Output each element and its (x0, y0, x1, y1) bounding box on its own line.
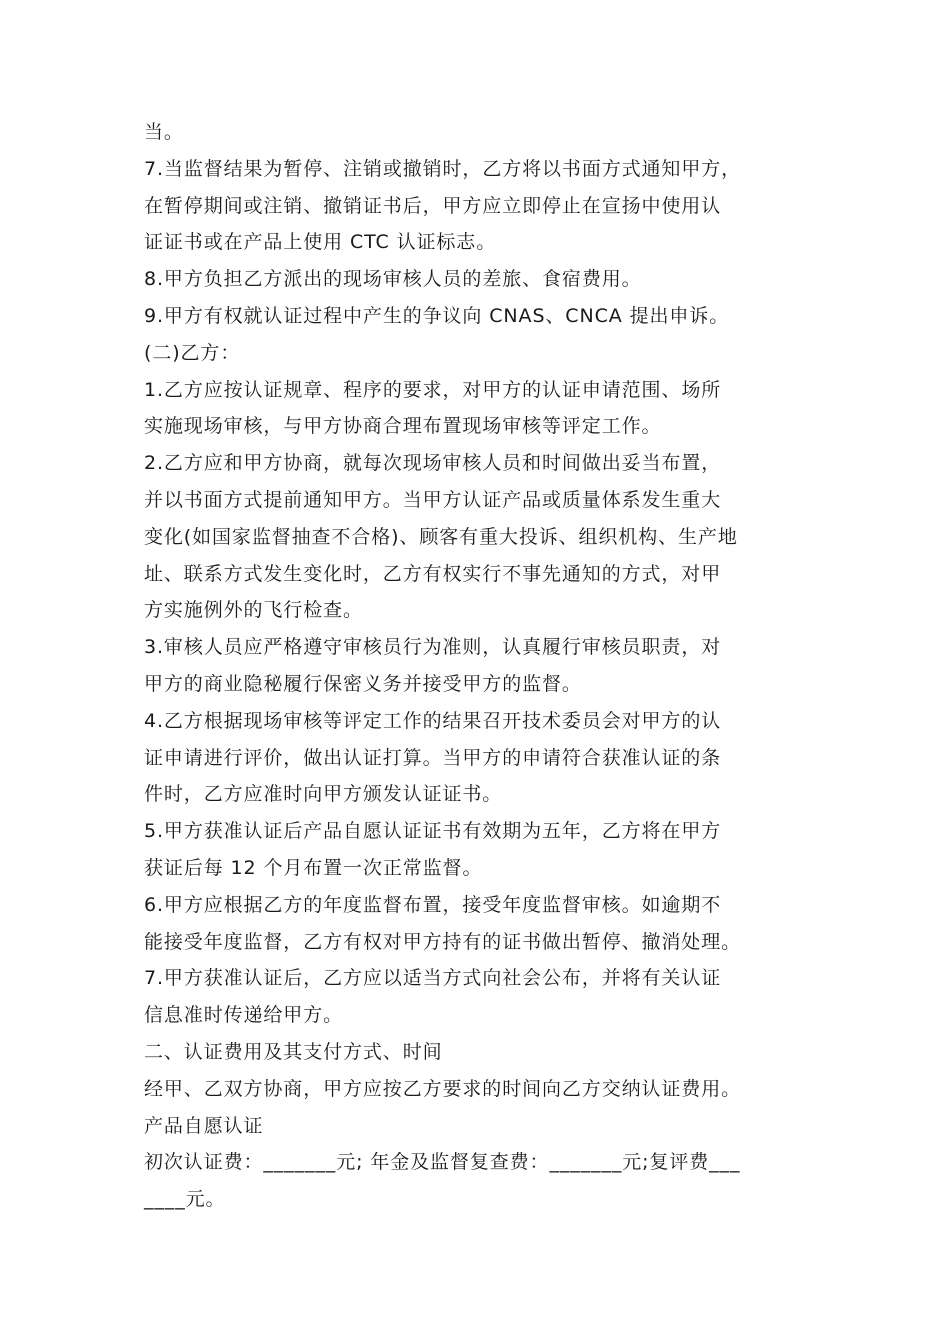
document-body (144, 114, 820, 1218)
text-line: 件时，乙方应准时向甲方颁发认证证书。 (144, 783, 503, 806)
text-line: 当。 (144, 121, 184, 143)
text-line: 址、联系方式发生变化时，乙方有权实行不事先通知的方式，对甲 (144, 562, 722, 585)
text-line: 9.甲方有权就认证过程中产生的争议向 CNAS、CNCA 提出申诉。 (144, 304, 730, 327)
text-line: 证申请进行评价，做出认证打算。当甲方的申请符合获准认证的条 (144, 746, 722, 769)
text-line: 信息准时传递给甲方。 (144, 1004, 344, 1027)
text-line: 2.乙方应和甲方协商，就每次现场审核人员和时间做出妥当布置， (144, 452, 722, 475)
text-line: 8.甲方负担乙方派出的现场审核人员的差旅、食宿费用。 (144, 268, 642, 291)
text-line: 方实施例外的飞行检查。 (144, 599, 363, 622)
text-line: 实施现场审核，与甲方协商合理布置现场审核等评定工作。 (144, 415, 662, 438)
text-line: 经甲、乙双方协商，甲方应按乙方要求的时间向乙方交纳认证费用。 (144, 1077, 742, 1100)
fee-line: ____元。 (144, 1188, 226, 1211)
text-line: 4.乙方根据现场审核等评定工作的结果召开技术委员会对甲方的认 (144, 709, 722, 732)
text-line: 7.当监督结果为暂停、注销或撤销时，乙方将以书面方式通知甲方， (144, 157, 742, 180)
fee-line: 初次认证费：_______元; 年金及监督复查费：_______元;复评费___ (144, 1151, 741, 1174)
section-heading: 二、认证费用及其支付方式、时间 (144, 1040, 443, 1063)
text-line: 1.乙方应按认证规章、程序的要求，对甲方的认证申请范围、场所 (144, 378, 722, 401)
text-line: 产品自愿认证 (144, 1114, 264, 1137)
text-line: 获证后每 12 个月布置一次正常监督。 (144, 856, 483, 879)
text-line: 3.审核人员应严格遵守审核员行为准则，认真履行审核员职责，对 (144, 636, 722, 659)
text-line: 证证书或在产品上使用 CTC 认证标志。 (144, 231, 497, 254)
text-line: 在暂停期间或注销、撤销证书后，甲方应立即停止在宣扬中使用认 (144, 194, 722, 217)
section-heading: (二)乙方： (144, 341, 241, 364)
text-line: 甲方的商业隐秘履行保密义务并接受甲方的监督。 (144, 672, 582, 695)
text-line: 能接受年度监督，乙方有权对甲方持有的证书做出暂停、撤消处理。 (144, 930, 742, 953)
text-line: 6.甲方应根据乙方的年度监督布置，接受年度监督审核。如逾期不 (144, 893, 722, 916)
text-line: 5.甲方获准认证后产品自愿认证证书有效期为五年，乙方将在甲方 (144, 820, 722, 843)
text-line: 变化(如国家监督抽查不合格)、顾客有重大投诉、组织机构、生产地 (144, 525, 738, 548)
text-line: 并以书面方式提前通知甲方。当甲方认证产品或质量体系发生重大 (144, 488, 722, 511)
text-line: 7.甲方获准认证后，乙方应以适当方式向社会公布，并将有关认证 (144, 967, 722, 990)
